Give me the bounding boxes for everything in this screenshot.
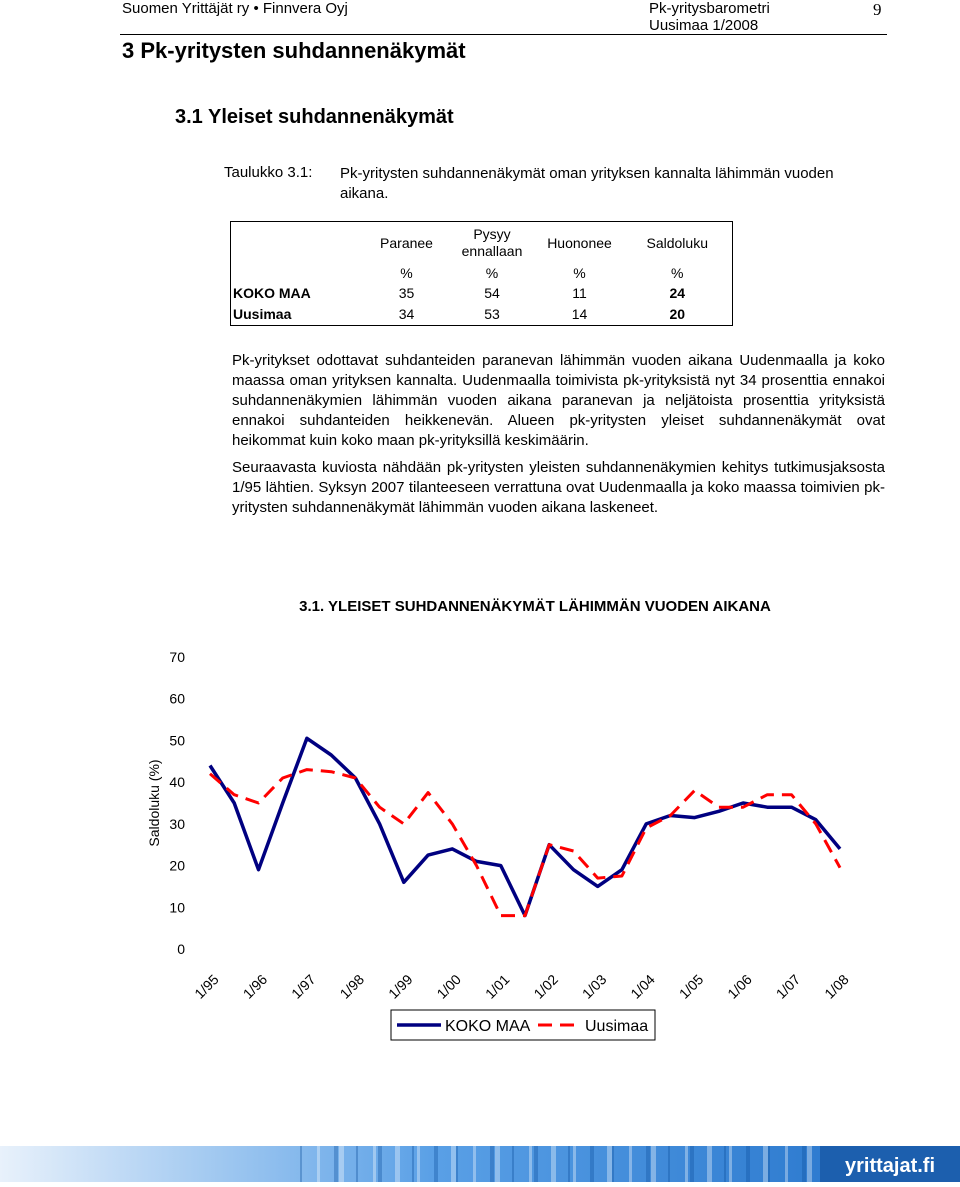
x-tick-label: 1/00 [433,971,464,1002]
banner-stripe [568,1146,570,1182]
banner-stripe [417,1146,420,1182]
x-tick-label: 1/04 [627,971,658,1002]
section-title: 3 Pk-yritysten suhdannenäkymät [122,38,466,64]
banner-stripe [590,1146,594,1182]
unit-cell: % [448,263,537,283]
banner-stripe [456,1146,458,1182]
banner-stripe [802,1146,806,1182]
table-cell: 53 [448,303,537,326]
legend-label-uusimaa: Uusimaa [585,1018,648,1035]
unit-cell: % [366,263,448,283]
table-caption-text: Pk-yritysten suhdannenäkymät oman yrityksen kannalta lähimmän vuoden aikana. [340,164,860,204]
banner-stripe [651,1146,656,1182]
banner-gradient [0,1146,960,1182]
row-label: KOKO MAA [231,283,366,303]
table-cell: 20 [623,303,733,326]
banner-stripe [495,1146,500,1182]
banner-stripe [412,1146,414,1182]
unit-cell: % [623,263,733,283]
banner-stripe [490,1146,494,1182]
banner-stripe [729,1146,732,1182]
banner-stripe [551,1146,556,1182]
x-tick-label: 1/01 [482,971,513,1002]
banner-stripe [334,1146,338,1182]
banner-stripe [668,1146,670,1182]
x-tick-label: 1/05 [676,971,707,1002]
x-tick-label: 1/97 [288,971,319,1002]
banner-stripe [646,1146,650,1182]
table-cell: 14 [537,303,623,326]
banner-stripe [685,1146,688,1182]
col-header: Paranee [366,222,448,264]
x-tick-label: 1/99 [385,971,416,1002]
table-cell: 24 [623,283,733,303]
subsection-title: 3.1 Yleiset suhdannenäkymät [175,106,454,129]
y-tick-label: 0 [177,941,185,957]
banner-stripe [529,1146,532,1182]
col-header: Saldoluku [623,222,733,264]
y-tick-label: 40 [169,774,185,790]
banner-stripe [378,1146,382,1182]
body-paragraph: Seuraavasta kuviosta nähdään pk-yritysten yleisten suhdannenäkymien kehitys tutkimusjaksosta 1/95 lähtien. Syksyn 2007 tilanteeseen verrattuna ovat Uudenmaalla ja koko maassa toimivien pk-yritysten suhdannenäkymät lähimmän vuoden aikana laskeneet. [232,458,885,518]
y-tick-label: 70 [169,649,185,665]
x-tick-label: 1/08 [821,971,852,1002]
table-cell: 54 [448,283,537,303]
row-label: Uusimaa [231,303,366,326]
y-tick-label: 30 [169,816,185,832]
banner-stripe [395,1146,400,1182]
banner-stripe [451,1146,456,1182]
col-header: Pysyy ennallaan [448,222,537,264]
banner-stripe [473,1146,476,1182]
header-org: Suomen Yrittäjät ry • Finnvera Oyj [122,0,348,17]
table-cell: 35 [366,283,448,303]
y-tick-label: 10 [169,899,185,915]
y-axis-label: Saldoluku (%) [146,759,162,846]
banner-stripe [534,1146,538,1182]
banner-stripe [785,1146,788,1182]
table-cell: 34 [366,303,448,326]
footer-banner-graphic [0,1142,960,1182]
header-report-title: Pk-yritysbarometri [649,0,770,17]
banner-stripe [356,1146,358,1182]
banner-stripe [763,1146,768,1182]
chart-title: 3.1. YLEISET SUHDANNENÄKYMÄT LÄHIMMÄN VUODEN AIKANA [0,598,960,615]
unit-cell: % [537,263,623,283]
y-tick-label: 50 [169,732,185,748]
x-tick-label: 1/03 [579,971,610,1002]
banner-stripe [612,1146,614,1182]
header-report-edition: Uusimaa 1/2008 [649,17,770,34]
banner-stripe [707,1146,712,1182]
body-paragraph: Pk-yritykset odottavat suhdanteiden paranevan lähimmän vuoden aikana Uudenmaalla ja koko maassa oman yrityksen kannalta. Uudenmaalla toimivista pk-yrityksistä nyt 34 prosenttia ennakoi suhdannenäkymien lähimmän vuoden aikana paranevan ja neljätoista prosenttia yrityksistä ennakoi suhdanteiden heikkenevän. Alueen pk-yritysten yleiset suhdannenäkymät ovat heikommat kuin koko maan pk-yrityksillä keskimäärin. [232,351,885,451]
series-line-uusimaa [210,770,840,916]
col-header: Huononee [537,222,623,264]
banner-stripe [300,1146,302,1182]
banner-stripe [317,1146,320,1182]
banner-stripe [690,1146,694,1182]
banner-stripe [607,1146,612,1182]
table-cell: 11 [537,283,623,303]
banner-stripe [629,1146,632,1182]
banner-stripe [724,1146,726,1182]
x-tick-label: 1/96 [240,971,271,1002]
yrittajat-logo: yrittajat.fi [845,1155,935,1177]
y-tick-label: 20 [169,858,185,874]
banner-stripe [573,1146,576,1182]
banner-stripe [807,1146,812,1182]
x-tick-label: 1/98 [337,971,368,1002]
y-tick-label: 60 [169,691,185,707]
banner-stripe [768,1146,770,1182]
x-tick-label: 1/06 [724,971,755,1002]
x-tick-label: 1/07 [773,971,804,1002]
x-tick-label: 1/02 [530,971,561,1002]
banner-stripe [373,1146,376,1182]
banner-stripe [434,1146,438,1182]
series-line-koko-maa [210,738,840,915]
legend-label-koko-maa: KOKO MAA [445,1018,531,1035]
banner-stripe [746,1146,750,1182]
x-tick-label: 1/95 [191,971,222,1002]
banner-stripe [339,1146,344,1182]
page-number: 9 [873,0,882,20]
footer-banner [0,1142,960,1182]
banner-stripe [512,1146,514,1182]
table-caption-label: Taulukko 3.1: [224,164,312,181]
